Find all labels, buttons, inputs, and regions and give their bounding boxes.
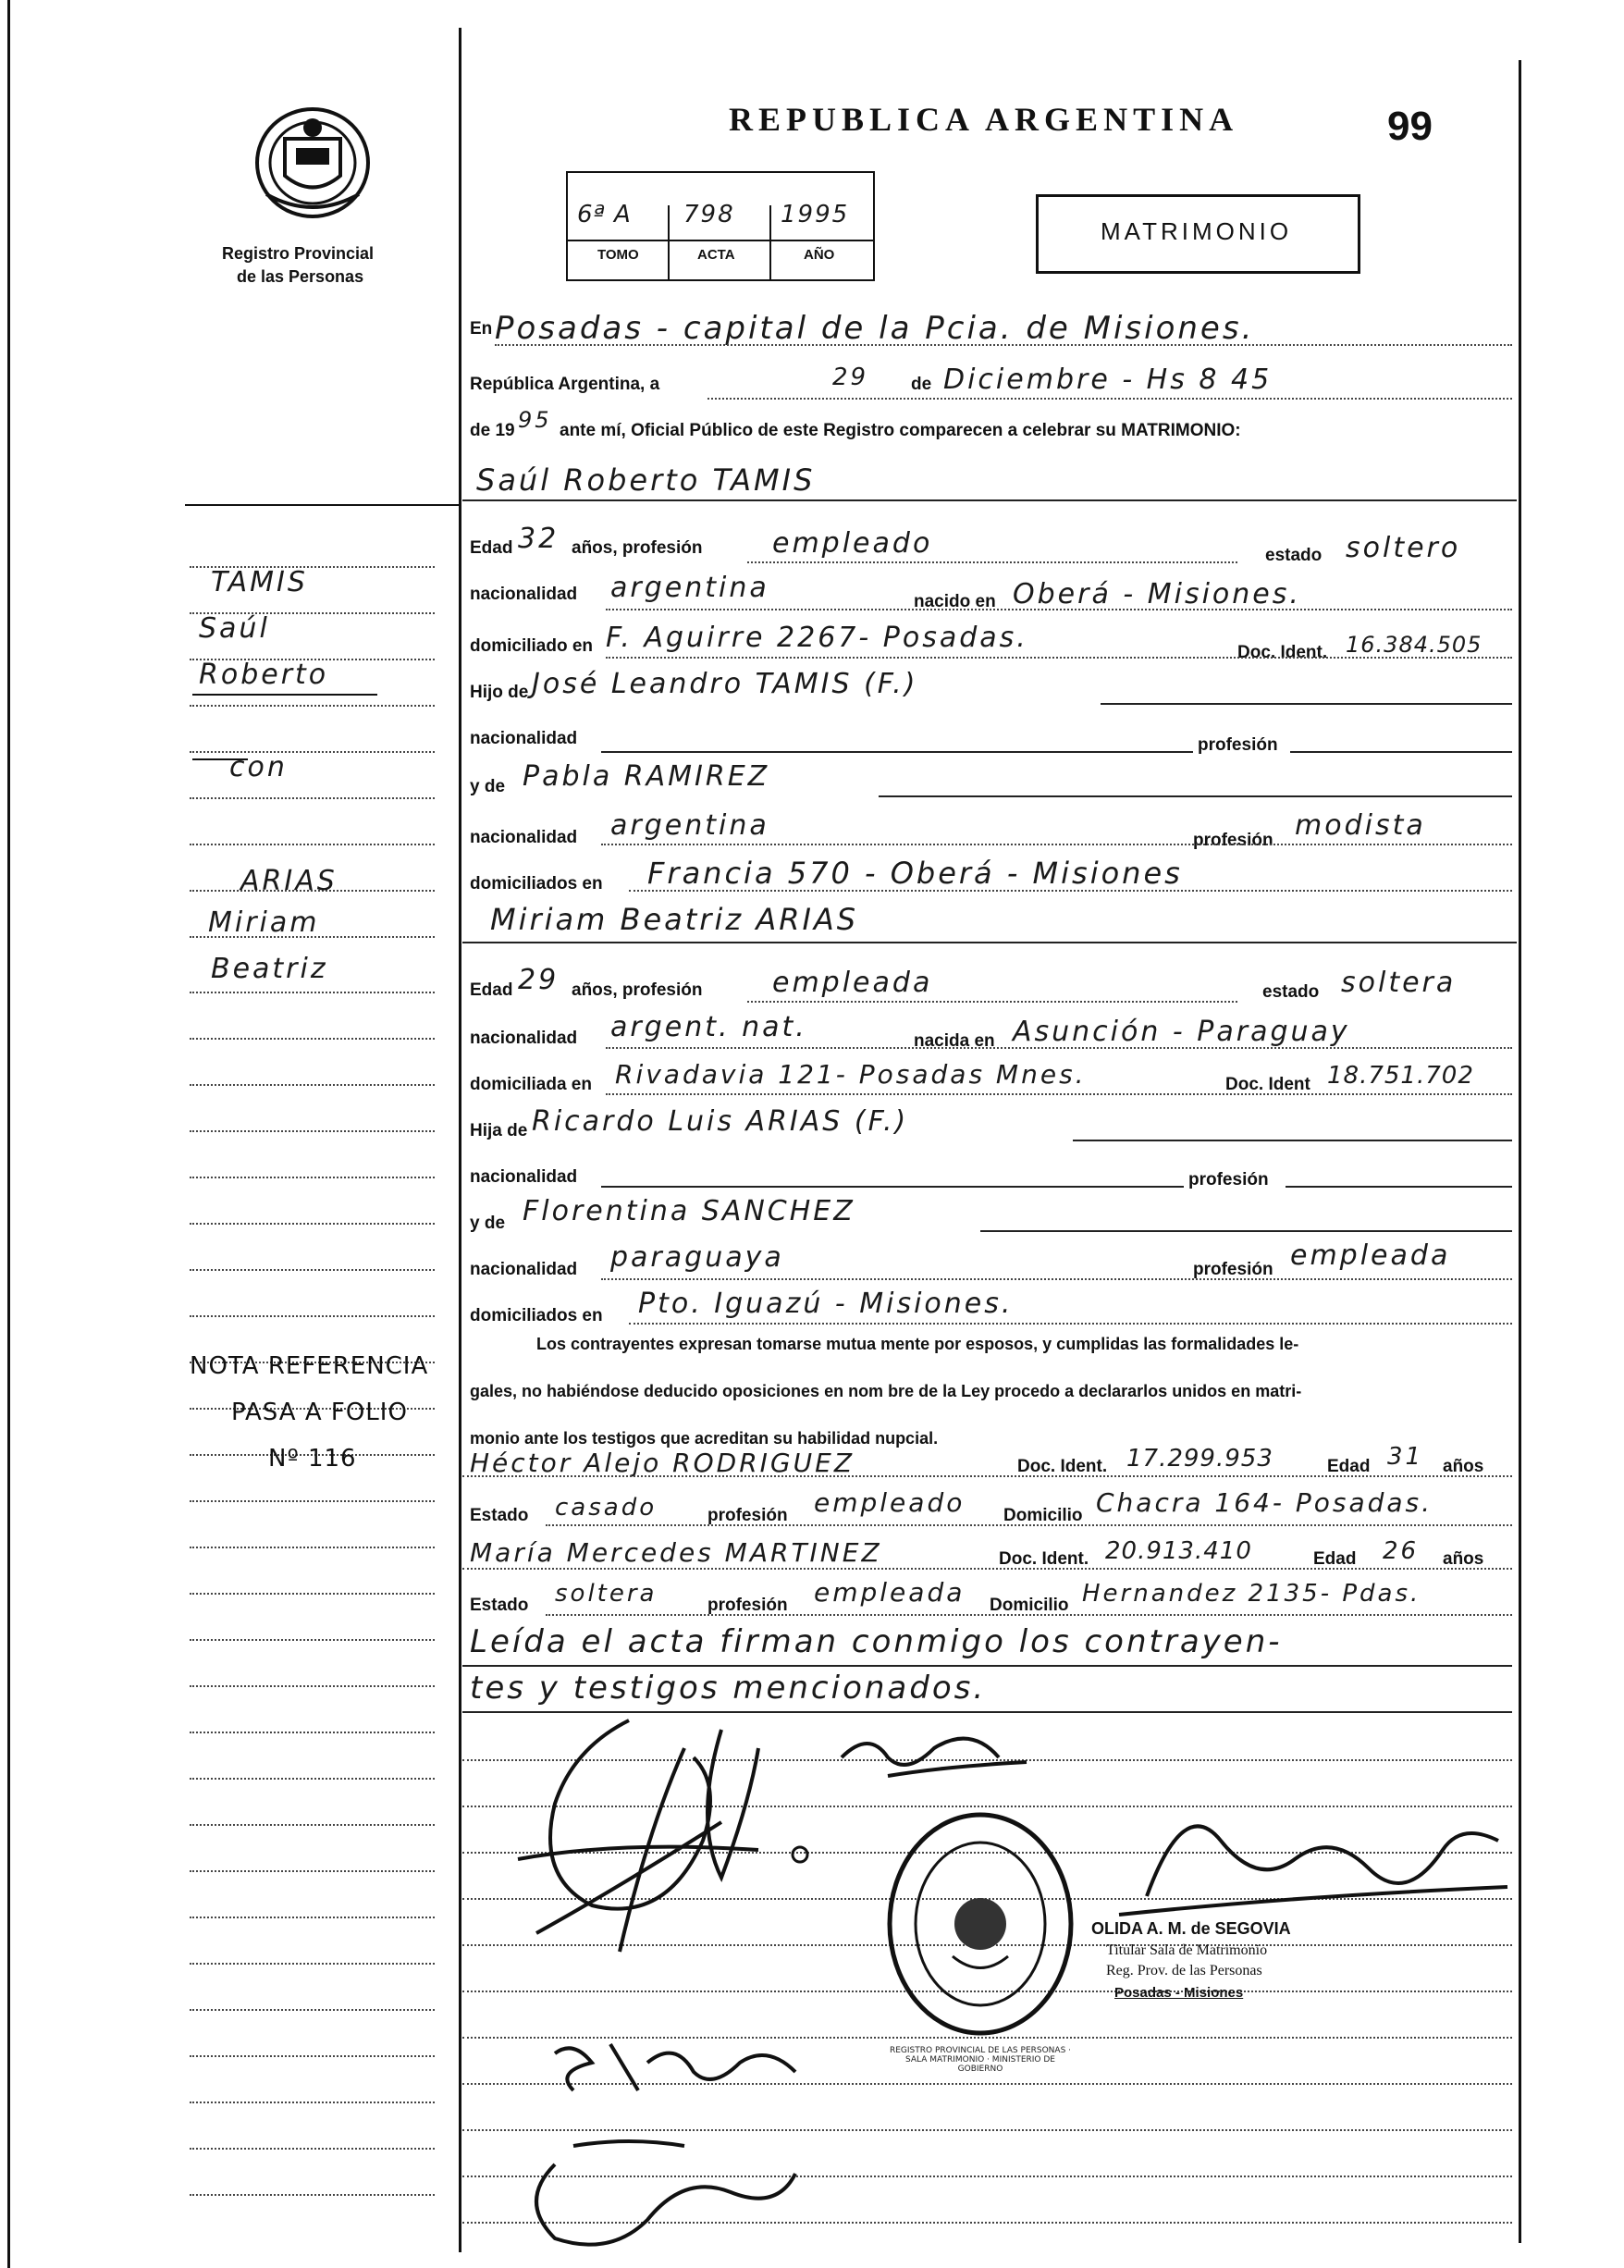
- nota-referencia: NOTA REFERENCIA: [190, 1352, 429, 1380]
- line: [601, 751, 1193, 753]
- groom-profesion-label: años, profesión: [572, 538, 703, 558]
- line: [747, 561, 1237, 563]
- ano-value: 1995: [781, 201, 850, 228]
- groom-father-profesion-label: profesión: [1198, 735, 1278, 755]
- groom-nationality: argentina: [610, 572, 769, 604]
- witness1-edad-label: Edad: [1327, 1457, 1371, 1476]
- witness2-name: María Mercedes MARTINEZ: [470, 1537, 882, 1568]
- witness1-profesion-label: profesión: [707, 1506, 788, 1525]
- groom-mother: Pabla RAMIREZ: [523, 760, 770, 793]
- bride-birthplace: Asunción - Paraguay: [1013, 1016, 1350, 1048]
- line: [606, 1093, 1512, 1095]
- line: [190, 1130, 435, 1132]
- declaration-text: [470, 1321, 1515, 1462]
- groom-mother-profesion-label: profesión: [1193, 831, 1273, 850]
- line: [462, 1475, 1512, 1477]
- line: [546, 1614, 1512, 1616]
- groom-nacionalidad-label: nacionalidad: [470, 585, 578, 604]
- groom-address: F. Aguirre 2267- Posadas.: [606, 622, 1028, 654]
- record-box-rule: [568, 240, 873, 241]
- bride-estado: soltera: [1341, 967, 1457, 999]
- bride-profession: empleada: [772, 967, 933, 999]
- line: [546, 1524, 1512, 1526]
- line: [190, 705, 435, 707]
- bride-nationality: argent. nat.: [610, 1011, 807, 1043]
- groom-profession: empleado: [772, 527, 933, 560]
- acta-value: 798: [683, 201, 735, 228]
- line: [190, 1315, 435, 1317]
- declaration-line1: Los contrayentes expresan tomarse mutua mente por esposos, y cumplidas las formalidades le-: [536, 1335, 1299, 1353]
- year-prefix: de 19: [470, 421, 515, 440]
- groom-name: Saúl Roberto TAMIS: [476, 462, 816, 498]
- witness1-domicilio-label: Domicilio: [1003, 1506, 1083, 1525]
- bride-nacionalidad-label: nacionalidad: [470, 1029, 578, 1048]
- groom-edad-label: Edad: [470, 538, 513, 558]
- line: [601, 1186, 1184, 1188]
- registry-name-line2: de las Personas: [237, 267, 364, 286]
- bride-edad-label: Edad: [470, 980, 513, 1000]
- bride-mother: Florentina SANCHEZ: [523, 1195, 855, 1227]
- ano-label: AÑO: [804, 247, 835, 263]
- groom-mother-profession: modista: [1295, 809, 1426, 842]
- groom-domicilio-label: domiciliado en: [470, 636, 594, 656]
- groom-estado: soltero: [1346, 532, 1461, 564]
- bride-father-nacionalidad-label: nacionalidad: [470, 1167, 578, 1187]
- line: [190, 844, 435, 845]
- line: [606, 1047, 1512, 1049]
- closing-note-line2: tes y testigos mencionados.: [470, 1670, 987, 1707]
- bride-mother-profession: empleada: [1290, 1239, 1451, 1272]
- country-title: REPUBLICA ARGENTINA: [729, 101, 1239, 138]
- witness1-profession: empleado: [814, 1487, 966, 1518]
- record-box-sep2: [769, 205, 771, 279]
- line: [1290, 751, 1512, 753]
- bride-doc-label: Doc. Ident: [1225, 1075, 1310, 1094]
- tomo-label: TOMO: [597, 247, 639, 263]
- marriage-month-time: Diciembre - Hs 8 45: [943, 364, 1273, 396]
- republica-label: República Argentina, a: [470, 375, 660, 394]
- groom-age: 32: [518, 523, 560, 555]
- line: [190, 797, 435, 799]
- bride-profesion-label: años, profesión: [572, 980, 703, 1000]
- pasa-a-folio: PASA A FOLIO: [231, 1399, 408, 1426]
- line: [190, 1084, 435, 1086]
- line: [462, 1665, 1512, 1667]
- line: [190, 1963, 435, 1965]
- line: [190, 1824, 435, 1826]
- margin-groom-underline: [192, 694, 377, 696]
- bride-estado-label: estado: [1262, 982, 1320, 1002]
- witness2-estado-label: Estado: [470, 1596, 529, 1615]
- groom-father: José Leandro TAMIS (F.): [532, 668, 918, 700]
- witness2-domicilio-label: Domicilio: [990, 1596, 1069, 1615]
- line: [606, 657, 1512, 659]
- bride-name: Miriam Beatriz ARIAS: [490, 902, 859, 937]
- line: [1286, 1186, 1512, 1188]
- margin-top-rule: [185, 504, 459, 506]
- witness1-name: Héctor Alejo RODRIGUEZ: [470, 1448, 855, 1478]
- registry-name-line1: Registro Provincial: [222, 244, 375, 263]
- bride-doc: 18.751.702: [1327, 1062, 1474, 1090]
- groom-father-nacionalidad-label: nacionalidad: [470, 729, 578, 748]
- witness2-age: 26: [1383, 1537, 1420, 1565]
- declaration-line2: gales, no habiéndose deducido oposiciones en nom bre de la Ley procedo a declararlos unidos en matri-: [470, 1382, 1302, 1400]
- line: [495, 344, 1512, 346]
- bride-age: 29: [518, 964, 560, 996]
- groom-signature: [481, 1693, 869, 1998]
- witness1-estado: casado: [555, 1494, 658, 1522]
- groom-doc: 16.384.505: [1346, 632, 1483, 658]
- line: [462, 942, 1517, 943]
- official-title-line2: Reg. Prov. de las Personas: [1106, 1963, 1262, 1978]
- line: [190, 1732, 435, 1733]
- witness2-profession: empleada: [814, 1577, 966, 1608]
- line: [462, 1568, 1512, 1570]
- line: [190, 1269, 435, 1271]
- line: [190, 751, 435, 753]
- marriage-day: 29: [832, 364, 869, 391]
- marriage-place: Posadas - capital de la Pcia. de Misiones.: [495, 310, 1255, 347]
- bride-domicilio-label: domiciliada en: [470, 1075, 592, 1094]
- witness2-doc-label: Doc. Ident.: [999, 1549, 1089, 1569]
- closing-note-line1: Leída el acta firman conmigo los contrayen-: [470, 1623, 1283, 1660]
- margin-bride-first-name: Miriam: [208, 906, 320, 939]
- witness2-doc: 20.913.410: [1105, 1537, 1252, 1565]
- acta-label: ACTA: [697, 247, 735, 263]
- line: [190, 2102, 435, 2103]
- margin-groom-surname: TAMIS: [211, 566, 308, 598]
- line: [190, 1778, 435, 1780]
- line: [190, 992, 435, 993]
- line: [190, 1639, 435, 1641]
- line: [190, 1547, 435, 1548]
- witness1-anos-label: años: [1443, 1457, 1484, 1476]
- groom-doc-label: Doc. Ident.: [1237, 643, 1328, 662]
- witness2-edad-label: Edad: [1313, 1549, 1357, 1569]
- line: [190, 1685, 435, 1687]
- line: [190, 1500, 435, 1502]
- record-box: [566, 171, 875, 281]
- record-box-sep1: [668, 205, 670, 279]
- folio-number: 99: [1387, 104, 1433, 149]
- groom-estado-label: estado: [1265, 546, 1323, 565]
- line: [190, 1870, 435, 1872]
- line: [1101, 703, 1512, 705]
- groom-hijo-label: Hijo de: [470, 683, 529, 702]
- bride-parents-address: Pto. Iguazú - Misiones.: [638, 1288, 1014, 1320]
- line: [190, 1177, 435, 1178]
- groom-yde-label: y de: [470, 777, 506, 796]
- line: [629, 890, 1512, 892]
- line: [601, 1278, 1512, 1280]
- bride-father-profesion-label: profesión: [1188, 1170, 1269, 1189]
- page-left-border: [7, 0, 10, 2268]
- groom-mother-nacionalidad-label: nacionalidad: [470, 828, 578, 847]
- official-title-line1: Titular Sala de Matrimonio: [1106, 1942, 1268, 1958]
- bride-mother-nacionalidad-label: nacionalidad: [470, 1260, 578, 1279]
- line: [190, 1593, 435, 1595]
- line: [190, 1038, 435, 1040]
- witness2-estado: soltera: [555, 1580, 658, 1608]
- line: [707, 398, 1512, 400]
- line: [606, 609, 1512, 610]
- line: [601, 844, 1512, 845]
- bride-address: Rivadavia 121- Posadas Mnes.: [615, 1059, 1087, 1090]
- folio-reference-number: Nº 116: [268, 1445, 357, 1473]
- bride-yde-label: y de: [470, 1214, 506, 1233]
- groom-mother-nationality: argentina: [610, 809, 769, 842]
- page-right-border: [1519, 60, 1521, 2243]
- groom-parents-address: Francia 570 - Oberá - Misiones: [647, 856, 1183, 891]
- en-label: En: [470, 319, 493, 339]
- margin-groom-middle-name: Roberto: [199, 659, 329, 691]
- de-label: de: [911, 375, 932, 394]
- seal-text: REGISTRO PROVINCIAL DE LAS PERSONAS · SALA MATRIMONIO · MINISTERIO DE GOBIERNO: [889, 2046, 1071, 2074]
- line: [462, 499, 1517, 501]
- margin-groom-first-name: Saúl: [199, 612, 270, 645]
- official-signature: [1110, 1785, 1517, 1933]
- witness2-anos-label: años: [1443, 1549, 1484, 1569]
- line: [190, 2055, 435, 2057]
- bride-signature: [832, 1720, 1036, 1813]
- official-seal-icon: [883, 1808, 1077, 2040]
- bride-mother-nationality: paraguaya: [610, 1241, 784, 1274]
- line: [190, 2194, 435, 2196]
- witness1-estado-label: Estado: [470, 1506, 529, 1525]
- witness2-address: Hernandez 2135- Pdas.: [1082, 1580, 1421, 1608]
- margin-bride-surname: ARIAS: [240, 865, 338, 897]
- groom-birthplace: Oberá - Misiones.: [1013, 578, 1301, 610]
- witness1-doc-label: Doc. Ident.: [1017, 1457, 1108, 1476]
- misiones-coat-of-arms-icon: [248, 102, 377, 222]
- witness1-doc: 17.299.953: [1126, 1445, 1273, 1473]
- bride-hija-label: Hija de: [470, 1121, 528, 1140]
- witness1-age: 31: [1387, 1443, 1424, 1471]
- bride-father: Ricardo Luis ARIAS (F.): [532, 1105, 909, 1138]
- line: [190, 2148, 435, 2150]
- margin-con-underline: [192, 758, 248, 760]
- record-type-label: MATRIMONIO: [1101, 217, 1293, 245]
- margin-bride-middle-name: Beatriz: [211, 953, 328, 985]
- groom-nacido-label: nacido en: [914, 592, 996, 611]
- official-title-line3: Posadas - Misiones: [1114, 1985, 1244, 2001]
- groom-parents-domicilio-label: domiciliados en: [470, 874, 603, 894]
- declaration-line3: monio ante los testigos que acreditan su habilidad nupcial.: [470, 1429, 939, 1448]
- line: [190, 1917, 435, 1918]
- line: [747, 1001, 1237, 1003]
- tomo-value: 6ª A: [577, 201, 632, 228]
- bride-nacida-label: nacida en: [914, 1031, 995, 1051]
- official-name: OLIDA A. M. de SEGOVIA: [1091, 1919, 1291, 1938]
- witness1-address: Chacra 164- Posadas.: [1096, 1487, 1433, 1518]
- line: [879, 795, 1512, 797]
- line: [190, 1223, 435, 1225]
- intro-statement: ante mí, Oficial Público de este Registro comparecen a celebrar su MATRIMONIO:: [560, 421, 1241, 440]
- line: [980, 1230, 1512, 1232]
- line: [1073, 1140, 1512, 1141]
- line: [190, 2009, 435, 2011]
- bride-parents-domicilio-label: domiciliados en: [470, 1306, 603, 1325]
- witness2-profesion-label: profesión: [707, 1596, 788, 1615]
- bride-mother-profesion-label: profesión: [1193, 1260, 1273, 1279]
- witness-signature: [499, 2035, 851, 2257]
- year-suffix: 95: [518, 407, 552, 433]
- margin-con: con: [229, 751, 288, 783]
- margin-divider: [459, 28, 461, 2252]
